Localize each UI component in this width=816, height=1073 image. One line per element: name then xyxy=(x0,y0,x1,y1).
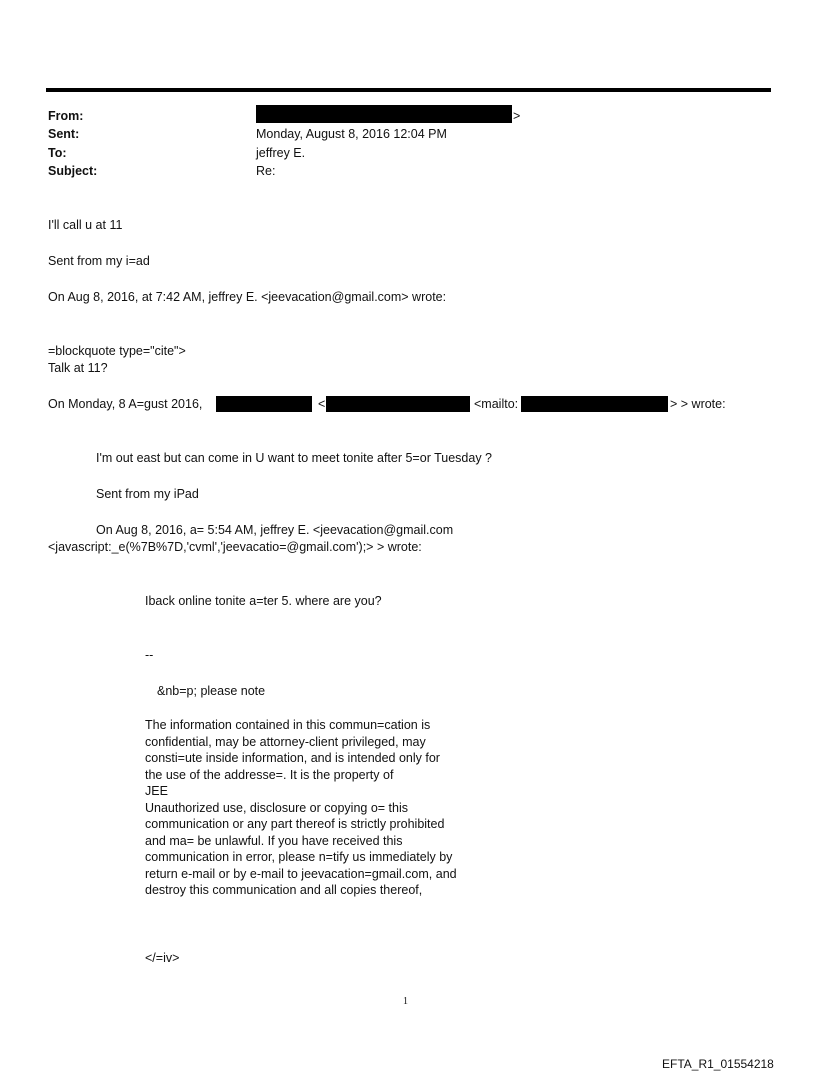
closing-tag: </=iv> xyxy=(145,951,180,965)
disclaimer-line: communication or any part thereof is strictly prohibited xyxy=(145,817,445,831)
out-east-line: I'm out east but can come in U want to meet tonite after 5=or Tuesday ? xyxy=(96,451,493,465)
sent-value: Monday, August 8, 2016 12:04 PM xyxy=(256,127,447,141)
disclaimer-line: communication in error, please n=tify us immediately by xyxy=(145,850,453,864)
disclaimer-line: Unauthorized use, disclosure or copying o= this xyxy=(145,800,408,815)
sent-ipad-line: Sent from my iPad xyxy=(96,487,199,501)
to-label: To: xyxy=(48,146,67,160)
page-number: 1 xyxy=(403,996,408,1007)
quote-header-2-mailto: <mailto: xyxy=(474,397,519,411)
body-line-call: I'll call u at 11 xyxy=(48,218,123,232)
disclaimer-line: destroy this communication and all copies thereof, xyxy=(145,883,423,897)
disclaimer-line: The information contained in this commun=cation is xyxy=(145,718,431,732)
quote-header-2-lt: < xyxy=(318,397,326,411)
body-line-sent-from: Sent from my i=ad xyxy=(48,254,150,268)
subject-value: Re: xyxy=(256,164,276,178)
sent-label: Sent: xyxy=(48,127,80,141)
quote-header-2-end: > > wrote: xyxy=(670,397,726,411)
disclaimer-line: the use of the addresse=. It is the property of xyxy=(145,767,394,782)
blockquote-tag: =blockquote type="cite"> xyxy=(48,344,186,358)
from-suffix: > xyxy=(513,109,521,123)
subject-label: Subject: xyxy=(48,164,98,178)
disclaimer-line: JEE xyxy=(145,784,168,798)
talk-line: Talk at 11? xyxy=(48,361,108,375)
redacted-mailto xyxy=(521,396,668,412)
disclaimer-line: return e-mail or by e-mail to jeevacation=gmail.com, and xyxy=(145,866,457,881)
to-value: jeffrey E. xyxy=(256,146,306,160)
disclaimer-line: confidential, may be attorney-client privileged, may xyxy=(145,734,426,749)
disclaimer-line: consti=ute inside information, and is intended only for xyxy=(145,751,440,765)
redacted-name xyxy=(216,396,312,412)
header-rule xyxy=(46,88,771,92)
quote-header-3-line1: On Aug 8, 2016, a= 5:54 AM, jeffrey E. <jeevacation@gmail.com xyxy=(96,523,454,537)
signature-dashes: -- xyxy=(145,648,154,662)
quote-header-2-start: On Monday, 8 A=gust 2016, xyxy=(48,397,203,411)
document-id: EFTA_R1_01554218 xyxy=(662,1057,774,1071)
redacted-email xyxy=(326,396,470,412)
from-label: From: xyxy=(48,109,84,123)
quote-header-1: On Aug 8, 2016, at 7:42 AM, jeffrey E. <jeevacation@gmail.com> wrote: xyxy=(48,290,447,304)
please-note-line: &nb=p; please note xyxy=(157,684,266,698)
redacted-sender xyxy=(256,105,512,123)
disclaimer-paragraph xyxy=(145,717,457,899)
disclaimer-line: and ma= be unlawful. If you have received this xyxy=(145,833,403,848)
iback-line: Iback online tonite a=ter 5. where are you? xyxy=(145,594,382,608)
quote-header-3-line2: <javascript:_e(%7B%7D,'cvml','jeevacatio=@gmail.com');> > wrote: xyxy=(48,540,422,554)
